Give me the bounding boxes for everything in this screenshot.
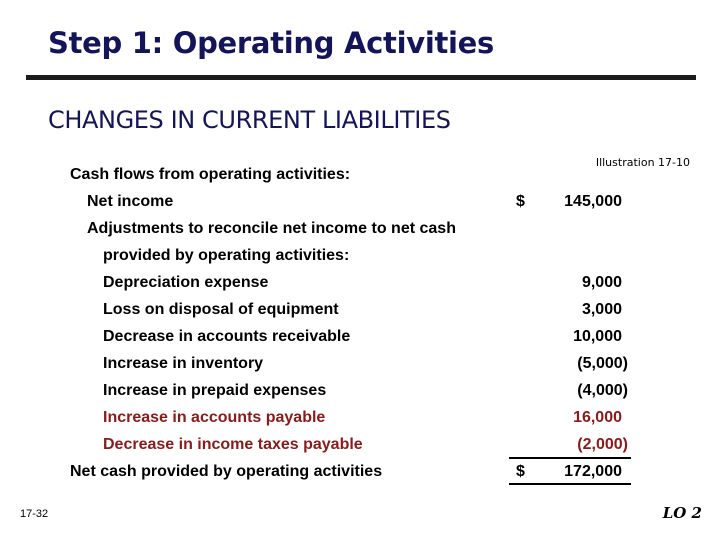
total-rule	[509, 483, 631, 485]
adjustment-item-row	[0, 382, 720, 409]
net-income-label: Net income	[87, 193, 174, 210]
adjustment-item-label: Decrease in accounts receivable	[103, 328, 351, 345]
statement-header-row	[0, 166, 720, 193]
net-income-currency: $	[516, 193, 525, 210]
subtotal-rule	[509, 457, 631, 459]
adjustments-label-2: provided by operating activities:	[103, 247, 350, 264]
slide-number: 17-32	[20, 508, 49, 520]
adjustments-row-2	[0, 247, 720, 274]
adjustment-item-amount: 9,000	[581, 274, 622, 291]
adjustment-item-amount: (4,000)	[577, 382, 628, 399]
total-currency: $	[516, 463, 525, 480]
adjustment-item-row	[0, 301, 720, 328]
adjustment-item-row	[0, 355, 720, 382]
adjustment-item-label: Increase in prepaid expenses	[103, 382, 327, 399]
adjustment-item-label: Decrease in income taxes payable	[103, 436, 363, 453]
adjustment-item-row-highlighted	[0, 409, 720, 436]
adjustments-row-1	[0, 220, 720, 247]
net-income-row	[0, 193, 720, 220]
adjustment-item-amount: (5,000)	[577, 355, 628, 372]
adjustment-item-row	[0, 274, 720, 301]
adjustments-label-1: Adjustments to reconcile net income to net cash	[87, 220, 456, 237]
statement-header: Cash flows from operating activities:	[70, 166, 351, 183]
adjustment-item-amount: 16,000	[573, 409, 622, 426]
adjustment-item-label: Depreciation expense	[103, 274, 269, 291]
total-row	[0, 463, 720, 490]
illustration-reference: Illustration 17-10	[595, 156, 690, 169]
learning-objective: LO 2	[662, 504, 702, 522]
slide-title: Step 1: Operating Activities	[48, 26, 495, 60]
adjustment-item-label: Loss on disposal of equipment	[103, 301, 339, 318]
total-label: Net cash provided by operating activities	[70, 463, 383, 480]
adjustment-item-amount: 3,000	[581, 301, 622, 318]
adjustment-item-row	[0, 328, 720, 355]
adjustment-item-label: Increase in accounts payable	[103, 409, 326, 426]
total-amount: 172,000	[564, 463, 622, 480]
slide-subtitle: CHANGES IN CURRENT LIABILITIES	[48, 106, 451, 134]
adjustment-item-amount: 10,000	[573, 328, 622, 345]
net-income-amount: 145,000	[564, 193, 622, 210]
adjustment-item-amount: (2,000)	[577, 436, 628, 453]
adjustment-item-label: Increase in inventory	[103, 355, 264, 372]
